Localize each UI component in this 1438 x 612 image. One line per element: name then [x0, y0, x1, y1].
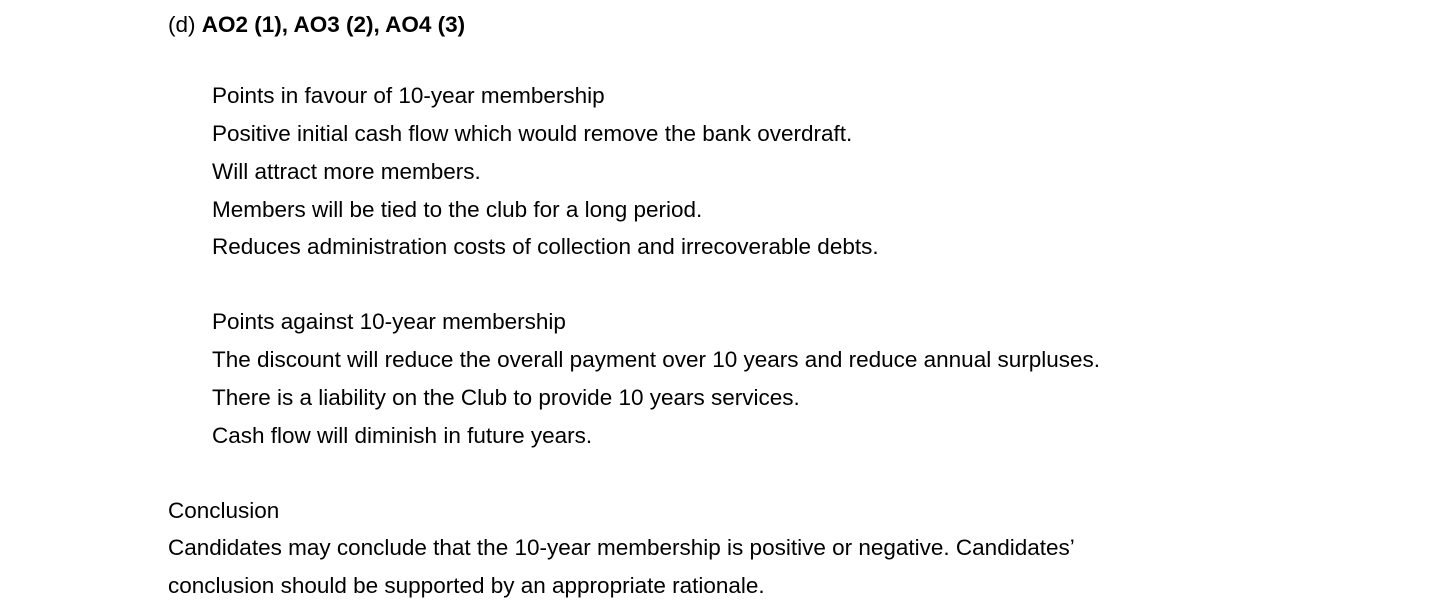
favour-heading: Points in favour of 10-year membership [212, 83, 605, 108]
question-part: (d) [168, 12, 196, 37]
conclusion-text: Candidates may conclude that the 10-year membership is positive or negative. Candidates’ [168, 535, 1075, 560]
favour-point: Members will be tied to the club for a long period. [212, 197, 703, 222]
question-heading [168, 14, 465, 37]
against-point: Cash flow will diminish in future years. [212, 423, 593, 448]
favour-point: Positive initial cash flow which would remove the bank overdraft. [212, 121, 853, 146]
conclusion-heading: Conclusion [168, 498, 280, 523]
favour-point: Reduces administration costs of collection and irrecoverable debts. [212, 234, 879, 259]
against-point: There is a liability on the Club to provide 10 years services. [212, 385, 800, 410]
conclusion-text: conclusion should be supported by an appropriate rationale. [168, 573, 765, 598]
assessment-objectives: AO2 (1), AO3 (2), AO4 (3) [201, 12, 466, 37]
against-point: The discount will reduce the overall payment over 10 years and reduce annual surpluses. [212, 347, 1101, 372]
against-heading: Points against 10-year membership [212, 309, 566, 334]
favour-point: Will attract more members. [212, 159, 481, 184]
